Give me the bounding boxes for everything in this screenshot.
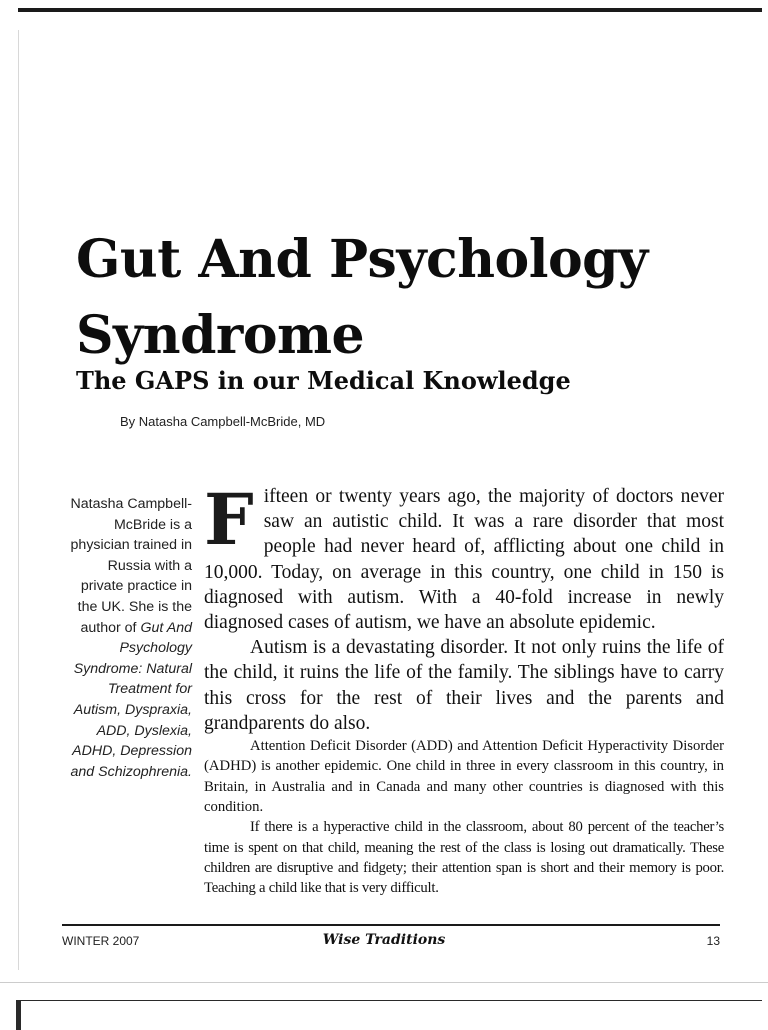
book-title: Gut And Psychology Syndrome: Natural Treatment for Autism, Dyspraxia, ADD, Dyslexia, ADHD, Depression and Schizophrenia. <box>70 619 192 780</box>
author-bio-sidebar <box>62 494 192 782</box>
paragraph-2: Autism is a devastating disorder. It not only ruins the life of the child, it ruins the life of the family. The siblings have to carry this cross for the rest of their lives and the parents and grandparents do also. <box>204 637 724 734</box>
page-number: 13 <box>706 934 720 948</box>
footer-rule <box>62 924 720 926</box>
article-subtitle: The GAPS in our Medical Knowledge <box>76 366 571 395</box>
byline: By Natasha Campbell-McBride, MD <box>120 414 326 429</box>
paragraph-3: Attention Deficit Disorder (ADD) and Attention Deficit Hyperactivity Disorder (ADHD) is another epidemic. One child in three in every classroom in this country, in Britain, in Australia and in Canada and many other countries is diagnosed with this condition. <box>204 738 724 815</box>
paragraph-1 <box>204 478 724 635</box>
drop-cap: F <box>204 478 254 561</box>
author-bio-text: Natasha Campbell-McBride is a physician trained in Russia with a private practice in the UK. She is the author of <box>70 496 192 636</box>
article-body <box>204 478 724 898</box>
footer-issue-date: WINTER 2007 <box>62 934 140 948</box>
page-bottom-edge <box>0 982 768 983</box>
top-rule <box>18 8 762 12</box>
paragraph-4: If there is a hyperactive child in the classroom, about 80 percent of the teacher’s time is spent on that child, meaning the rest of the class is losing out dramatically. These children are disruptive and fidgety; their attention span is short and their memory is poor. Teaching a child like that is very difficult. <box>204 819 724 897</box>
page-edge <box>18 30 19 970</box>
footer-publication-name: Wise Traditions <box>322 932 446 948</box>
paragraph-1-text: ifteen or twenty years ago, the majority of doctors never saw an autistic child. It was a rare disorder that most people had never heard of, afflicting about one child in 10,000. Today, on average in this country, one child in 150 is diagnosed with autism. With a 40-fold increase in newly diagnosed cases of autism, we have an absolute epidemic. <box>204 486 724 634</box>
article-title: Gut And Psychology Syndrome <box>76 229 648 366</box>
next-page-corner <box>16 1000 762 1030</box>
